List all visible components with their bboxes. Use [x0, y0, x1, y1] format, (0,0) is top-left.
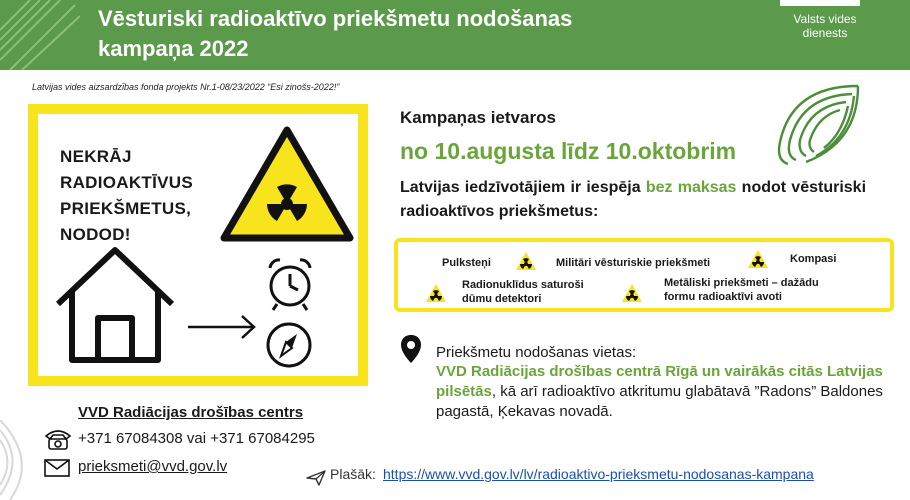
item-metal-sources	[664, 276, 819, 304]
warning-line-2: RADIOAKTĪVUS	[60, 173, 193, 192]
info-text-2: nodot vēsturiski radioaktīvos priekšmetus:	[400, 179, 867, 220]
locations-rest: , kā arī radioaktīvo atkritumu glabātavā ”Radons” Baldones pagastā, Ķekavas novadā.	[436, 383, 883, 420]
radiation-warning-icon	[220, 124, 355, 244]
alarm-clock-icon	[264, 256, 316, 312]
title-line-2: kampaņa 2022	[98, 36, 249, 61]
item-metal-line-1: Metāliski priekšmeti – dažādu	[664, 277, 819, 289]
item-compasses: Kompasi	[790, 253, 837, 265]
location-pin-icon	[400, 334, 422, 364]
warning-text	[60, 144, 193, 248]
warning-panel	[28, 104, 368, 386]
brand-line-1: Valsts vides	[793, 12, 857, 26]
locations-bold: VVD Radiācijas drošības centrā Rīgā un vairākās citās Latvijas pilsētās	[436, 363, 883, 400]
items-panel	[394, 238, 894, 312]
radiation-warning-icon	[620, 282, 644, 304]
item-smoke-detectors	[462, 278, 584, 306]
envelope-icon	[44, 459, 70, 477]
brand-divider	[780, 0, 860, 6]
item-metal-line-2: formu radioaktīvi avoti	[664, 291, 782, 303]
page-title	[98, 4, 738, 64]
compass-icon	[264, 320, 314, 370]
item-watches: Pulksteņi	[442, 257, 491, 269]
title-line-1: Vēsturiski radioaktīvo priekšmetu nodošanas	[98, 6, 573, 31]
phone-numbers: +371 67084308 vai +371 67084295	[78, 430, 315, 447]
fingerprint-decoration-icon	[0, 0, 80, 70]
campaign-label: Kampaņas ietvaros	[400, 108, 556, 127]
send-arrow-icon	[306, 470, 326, 486]
campaign-url-link[interactable]: https://www.vvd.gov.lv/lv/radioaktivo-prieksmetu-nodosanas-kampana	[383, 466, 814, 482]
email-link[interactable]: prieksmeti@vvd.gov.lv	[78, 458, 228, 475]
warning-line-4: NODOD!	[60, 225, 131, 244]
brand-line-2: dienests	[802, 26, 848, 40]
info-highlight: bez maksas	[645, 179, 737, 196]
info-text-1: Latvijas iedzīvotājiem ir iespēja	[400, 179, 641, 196]
contact-title: VVD Radiācijas drošības centrs	[78, 404, 304, 421]
arrow-right-icon	[186, 312, 258, 342]
item-smoke-line-2: dūmu detektori	[462, 293, 542, 305]
header-banner	[0, 0, 910, 70]
fingerprint-decoration-icon	[0, 420, 40, 500]
campaign-info	[400, 176, 866, 224]
radiation-warning-icon	[746, 248, 770, 270]
item-military: Militāri vēsturiskie priekšmeti	[556, 257, 711, 269]
warning-line-1: NEKRĀJ	[60, 147, 132, 166]
warning-line-3: PRIEKŠMETUS,	[60, 199, 192, 218]
brand-logo-text	[770, 12, 880, 40]
telephone-icon	[44, 428, 72, 450]
radiation-warning-icon	[514, 250, 538, 272]
more-label: Plašāk:	[330, 466, 376, 482]
locations-label: Priekšmetu nodošanas vietas:	[436, 344, 637, 361]
campaign-dates: no 10.augusta līdz 10.oktobrim	[400, 138, 737, 164]
locations-text	[436, 362, 886, 422]
project-subtitle: Latvijas vides aizsardzības fonda projekts Nr.1-08/23/2022 “Esi zinošs-2022!”	[32, 82, 340, 92]
fingerprint-leaf-icon	[772, 82, 862, 168]
house-icon	[54, 244, 176, 364]
radiation-warning-icon	[424, 282, 448, 304]
item-smoke-line-1: Radionuklīdus saturoši	[462, 279, 584, 291]
